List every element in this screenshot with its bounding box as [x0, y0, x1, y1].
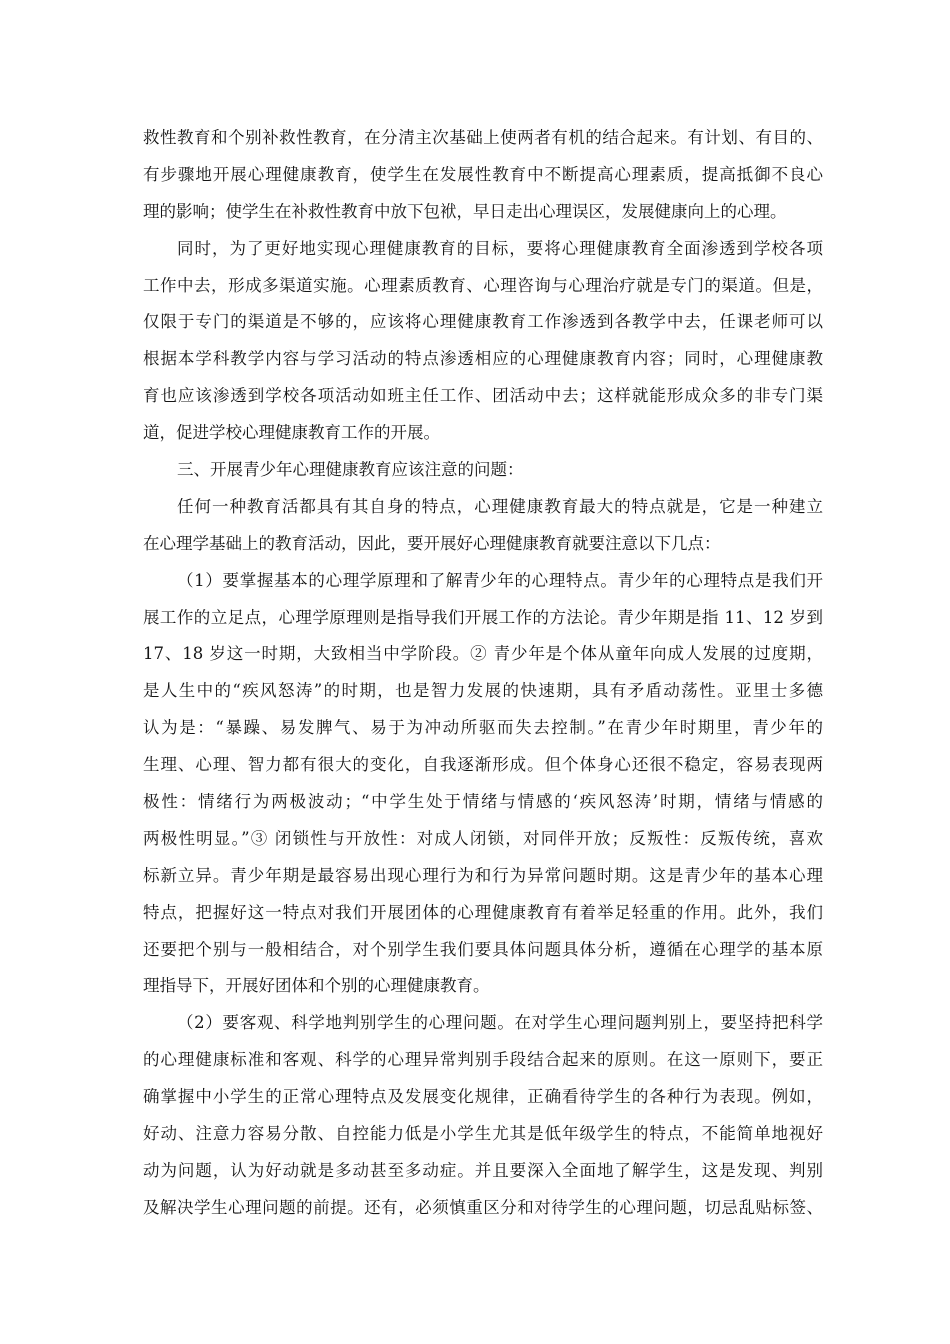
- text-line: 认为是：“暴躁、易发脾气、易于为冲动所驱而失去控制。”在青少年时期里，青少年的: [143, 718, 823, 738]
- text-line: 好动、注意力容易分散、自控能力低是小学生尤其是低年级学生的特点，不能简单地视好: [143, 1124, 823, 1144]
- text-line: 两极性明显。”③ 闭锁性与开放性：对成人闭锁，对同伴开放；反叛性：反叛传统，喜欢: [143, 828, 823, 848]
- text-line: 的心理健康标准和客观、科学的心理异常判别手段结合起来的原则。在这一原则下，要正: [143, 1050, 823, 1070]
- text-line: 生理、心理、智力都有很大的变化，自我逐渐形成。但个体身心还很不稳定，容易表现两: [143, 755, 823, 775]
- text-line: 17、18 岁这一时期，大致相当中学阶段。② 青少年是个体从童年向成人发展的过度期，: [143, 644, 823, 664]
- text-line: 极性：情绪行为两极波动；“中学生处于情绪与情感的‘疾风怒涛’时期，情绪与情感的: [143, 792, 823, 812]
- text-line: 任何一种教育活都具有其自身的特点，心理健康教育最大的特点就是，它是一种建立: [177, 496, 823, 516]
- text-line: 理指导下，开展好团体和个别的心理健康教育。: [143, 976, 490, 996]
- text-line: 展工作的立足点，心理学原理则是指导我们开展工作的方法论。青少年期是指 11、12 岁到: [143, 607, 823, 627]
- body-text: [143, 120, 823, 1227]
- text-line: 及解决学生心理问题的前提。还有，必须慎重区分和对待学生的心理问题，切忌乱贴标签、: [143, 1197, 823, 1217]
- text-line: 根据本学科教学内容与学习活动的特点渗透相应的心理健康教育内容；同时，心理健康教: [143, 349, 823, 369]
- text-line: （2）要客观、科学地判别学生的心理问题。在对学生心理问题判别上，要坚持把科学: [177, 1013, 823, 1033]
- text-line: （1）要掌握基本的心理学原理和了解青少年的心理特点。青少年的心理特点是我们开: [177, 570, 823, 590]
- text-line: 动为问题，认为好动就是多动甚至多动症。并且要深入全面地了解学生，这是发现、判别: [143, 1160, 823, 1180]
- text-line: 确掌握中小学生的正常心理特点及发展变化规律，正确看待学生的各种行为表现。例如，: [143, 1087, 823, 1107]
- text-line: 育也应该渗透到学校各项活动如班主任工作、团活动中去；这样就能形成众多的非专门渠: [143, 386, 823, 406]
- text-line: 特点，把握好这一特点对我们开展团体的心理健康教育有着举足轻重的作用。此外，我们: [143, 902, 823, 922]
- text-line: 有步骤地开展心理健康教育，使学生在发展性教育中不断提高心理素质，提高抵御不良心: [143, 164, 823, 184]
- text-line: 还要把个别与一般相结合，对个别学生我们要具体问题具体分析，遵循在心理学的基本原: [143, 939, 823, 959]
- text-line: 工作中去，形成多渠道实施。心理素质教育、心理咨询与心理治疗就是专门的渠道。但是，: [143, 275, 823, 295]
- text-line: 在心理学基础上的教育活动，因此，要开展好心理健康教育就要注意以下几点：: [143, 533, 721, 553]
- text-line: 同时，为了更好地实现心理健康教育的目标，要将心理健康教育全面渗透到学校各项: [177, 238, 823, 258]
- text-line: 标新立异。青少年期是最容易出现心理行为和行为异常问题时期。这是青少年的基本心理: [143, 865, 823, 885]
- text-line: 仅限于专门的渠道是不够的，应该将心理健康教育工作渗透到各教学中去，任课老师可以: [143, 312, 823, 332]
- text-line: 道，促进学校心理健康教育工作的开展。: [143, 423, 440, 443]
- text-line: 救性教育和个别补救性教育，在分清主次基础上使两者有机的结合起来。有计划、有目的、: [143, 128, 823, 147]
- text-line: 理的影响；使学生在补救性教育中放下包袱，早日走出心理误区，发展健康向上的心理。: [143, 201, 787, 221]
- text-line: 是人生中的“疾风怒涛”的时期，也是智力发展的快速期，具有矛盾动荡性。亚里士多德: [143, 681, 823, 701]
- section-heading: 三、开展青少年心理健康教育应该注意的问题：: [177, 460, 524, 480]
